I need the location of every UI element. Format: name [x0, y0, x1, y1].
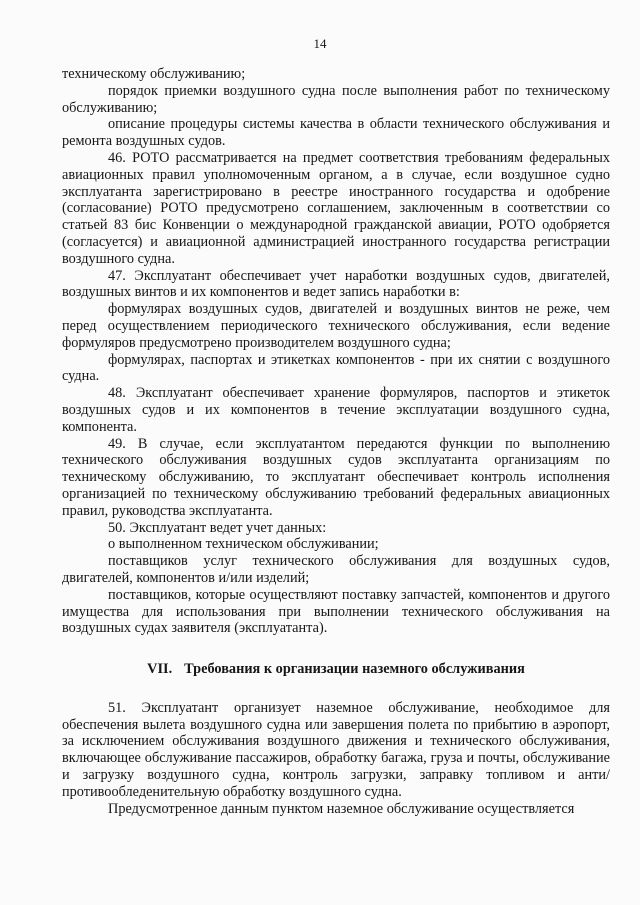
paragraph: поставщиков, которые осуществляют поставку запчастей, компонентов и другого имущества для использования при выполнении технического обслуживания на воздушных судах заявителя (эксплуатанта).: [62, 586, 610, 637]
paragraph: 49. В случае, если эксплуатантом передаются функции по выполнению технического обслуживания воздушных судов эксплуатанта организациям по техническому обслуживанию, то эксплуатант обеспечивает контроль исполнения организацией по техническому обслуживанию требований федеральных авиационных правил, руководства эксплуатанта.: [62, 435, 610, 519]
section-title: Требования к организации наземного обслуживания: [184, 661, 525, 678]
paragraph: техническому обслуживанию;: [62, 66, 246, 82]
paragraph: описание процедуры системы качества в области технического обслуживания и ремонта воздушных судов.: [62, 116, 610, 150]
paragraph: порядок приемки воздушного судна после выполнения работ по техническому обслуживанию;: [62, 82, 610, 116]
paragraph: Предусмотренное данным пунктом наземное обслуживание осуществляется: [108, 800, 575, 817]
page-number: 14: [313, 36, 327, 51]
paragraph: 47. Эксплуатант обеспечивает учет наработки воздушных судов, двигателей, воздушных винтов и их компонентов и ведет запись наработки в:: [62, 267, 610, 301]
paragraph: о выполненном техническом обслуживании;: [108, 536, 379, 553]
paragraph: формулярах воздушных судов, двигателей и воздушных винтов не реже, чем перед осуществлением периодического технического обслуживания, если ведение формуляров предусмотрено производителем воздушного судна;: [62, 301, 610, 351]
section-heading: [62, 661, 610, 678]
paragraph: 48. Эксплуатант обеспечивает хранение формуляров, паспортов и этикеток воздушных судов и их компонентов в течение эксплуатации воздушного судна, компонента.: [62, 385, 610, 435]
section-number: VII.: [147, 661, 173, 678]
paragraph: 51. Эксплуатант организует наземное обслуживание, необходимое для обеспечения вылета воздушного судна или завершения полета по прибытию в аэропорт, за исключением обслуживания воздушного движения и технического обслуживания, включающее обслуживание пассажиров, обработку багажа, груза и почты, обслуживание и загрузку воздушного судна, контроль загрузки, заправку топливом и анти/противообледенительную обработку воздушного судна.: [62, 699, 610, 800]
paragraph: 50. Эксплуатант ведет учет данных:: [108, 519, 327, 536]
paragraph: 46. РОТО рассматривается на предмет соответствия требованиям федеральных авиационных правил уполномоченным органом, а в случае, если воздушное судно эксплуатанта зарегистрировано в реестре иностранного государства и одобрение (согласование) РОТО предусмотрено соглашением, заключенным в соответствии со статьей 83 бис Конвенции о международной гражданской авиации, РОТО одобряется (согласуется) и авиационной администрацией иностранного государства регистрации воздушного судна.: [62, 149, 610, 267]
paragraph: поставщиков услуг технического обслуживания для воздушных судов, двигателей, компонентов и/или изделий;: [62, 553, 610, 586]
document-body: [62, 66, 610, 817]
paragraph: формулярах, паспортах и этикетках компонентов - при их снятии с воздушного судна.: [62, 351, 610, 385]
